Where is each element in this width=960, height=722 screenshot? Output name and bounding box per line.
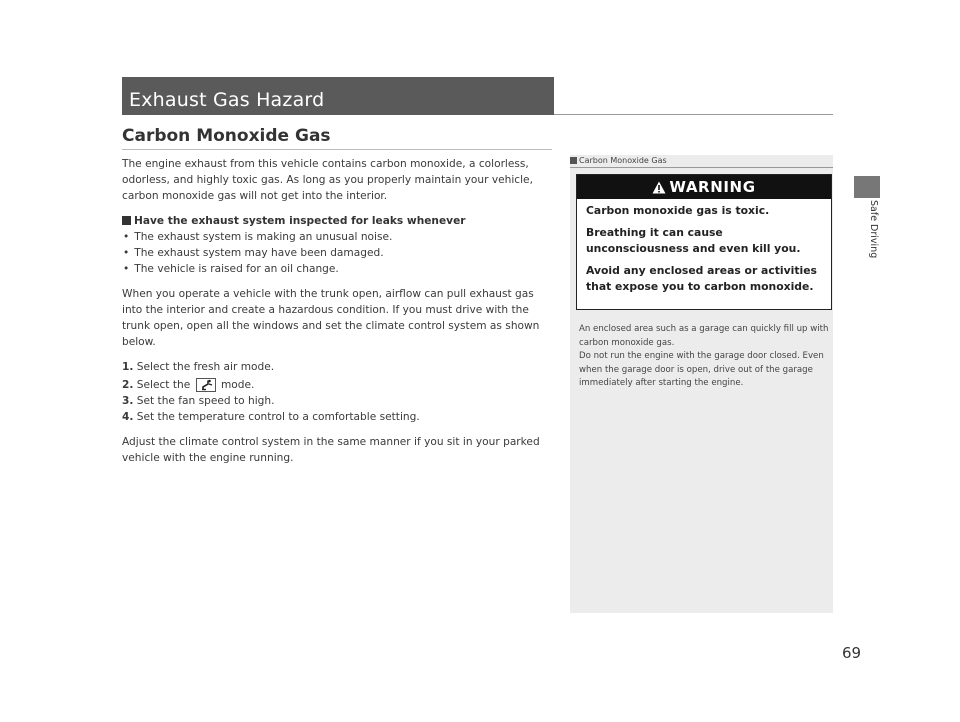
- square-bullet-icon: [122, 216, 131, 225]
- chapter-tab-label: Safe Driving: [868, 200, 879, 259]
- warning-line: Avoid any enclosed areas or activities that expose you to carbon monoxide.: [586, 264, 817, 293]
- step-item: 1. Select the fresh air mode.: [122, 361, 275, 373]
- section-rule: [122, 149, 552, 150]
- bullet-item: • The vehicle is raised for an oil change.: [122, 261, 554, 277]
- step-item: 3. Set the fan speed to high.: [122, 395, 275, 407]
- sidebar-notes: [579, 323, 829, 391]
- banner-rule: [554, 114, 833, 115]
- sidebar-rule: [570, 167, 833, 168]
- intro-paragraph: The engine exhaust from this vehicle contains carbon monoxide, a colorless, odorless, and highly toxic gas. As long as you properly maintain your vehicle, carbon monoxide gas will not get into the interior.: [122, 158, 533, 202]
- section-title: Carbon Monoxide Gas: [122, 126, 331, 146]
- warning-box: [576, 174, 832, 310]
- warning-text: [586, 203, 826, 301]
- floor-defrost-mode-icon: [196, 378, 216, 392]
- reference-icon: [570, 157, 577, 164]
- sidebar-note: Do not run the engine with the garage door closed. Even when the garage door is open, drive out of the garage immediately after starting the engine.: [579, 351, 824, 388]
- bullet-item: • The exhaust system may have been damaged.: [122, 245, 554, 261]
- trunk-paragraph: When you operate a vehicle with the trunk open, airflow can pull exhaust gas into the interior and create a hazardous condition. If you must drive with the trunk open, open all the windows and set the climate control system as shown below.: [122, 288, 540, 348]
- page-number: 69: [842, 644, 862, 662]
- warning-header: WARNING: [577, 175, 831, 199]
- chapter-title: Exhaust Gas Hazard: [129, 89, 325, 111]
- sidebar-ref-title: Carbon Monoxide Gas: [570, 156, 667, 165]
- closing-paragraph: Adjust the climate control system in the same manner if you sit in your parked vehicle with the engine running.: [122, 436, 540, 464]
- main-body: [122, 156, 554, 466]
- step-item: 4. Set the temperature control to a comfortable setting.: [122, 411, 420, 423]
- warning-triangle-icon: [652, 181, 666, 194]
- inspect-heading: Have the exhaust system inspected for leaks whenever: [122, 213, 554, 229]
- step-item: 2. Select the mode.: [122, 379, 255, 391]
- chapter-tab: [854, 176, 880, 198]
- sidebar-note: An enclosed area such as a garage can quickly fill up with carbon monoxide gas.: [579, 324, 829, 348]
- warning-line: Breathing it can cause unconsciousness and even kill you.: [586, 226, 801, 255]
- chapter-banner: [122, 77, 554, 115]
- warning-line: Carbon monoxide gas is toxic.: [586, 204, 770, 217]
- bullet-item: • The exhaust system is making an unusual noise.: [122, 229, 554, 245]
